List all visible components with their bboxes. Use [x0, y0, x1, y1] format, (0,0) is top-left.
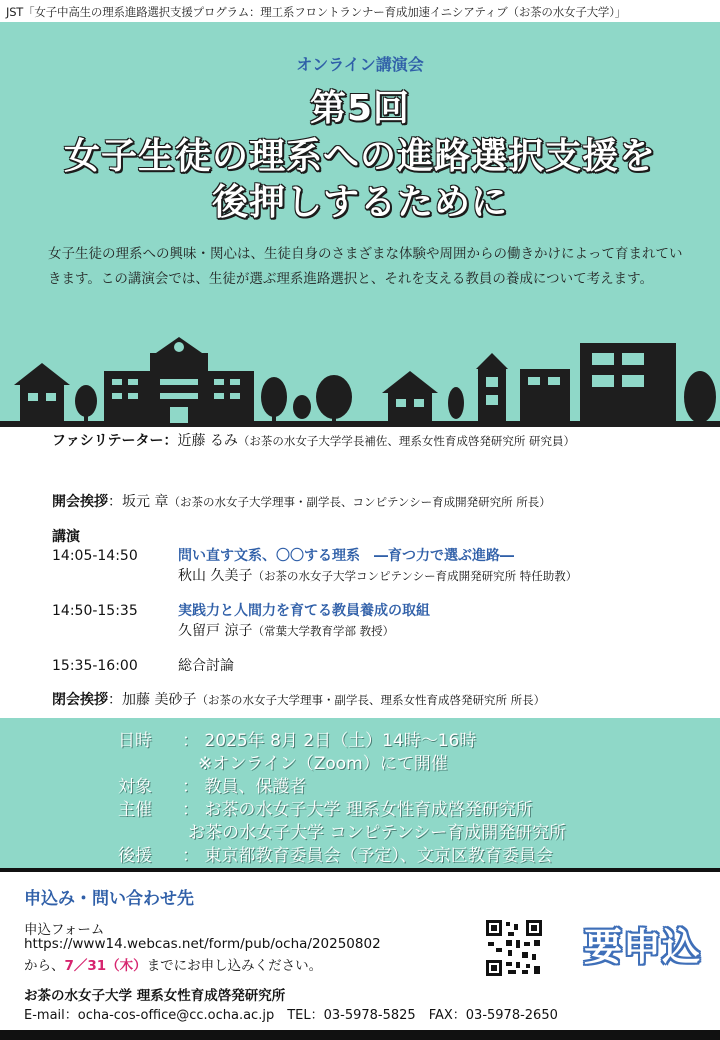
form-url-link[interactable]: https://www14.webcas.net/form/pub/ocha/20250802	[24, 936, 381, 952]
talk-1-speaker: 秋山 久美子	[178, 568, 253, 584]
town-skyline-illustration	[0, 335, 720, 427]
support-sep: ：	[182, 846, 199, 866]
program-bar	[0, 0, 720, 22]
event-type: オンライン講演会	[296, 55, 424, 74]
host-sep: ：	[182, 800, 199, 820]
closing-sep: ：	[108, 692, 122, 708]
event-title-line-1: 女子生徒の理系への進路選択支援を	[63, 136, 656, 177]
talk-1-note: （お茶の水女子大学コンピテンシー育成開発研究所 特任助教）	[252, 569, 578, 583]
talk-2-row	[52, 600, 430, 620]
date-value: 2025年 8月 2日（土）14時～16時	[204, 731, 477, 751]
program-line: JST「女子中高生の理系進路選択支援プログラム：理工系フロントランナー育成加速イニシアティブ（お茶の水女子大学）」	[6, 5, 627, 19]
date-label: 日時	[118, 731, 152, 751]
talk-2-time: 14:50-15:35	[52, 603, 138, 619]
form-label: 申込フォーム	[24, 922, 105, 938]
contact-line: E-mail：ocha-cos-office@cc.ocha.ac.jp TEL：03-5978-5825 FAX：03-5978-2650	[24, 1008, 558, 1023]
facilitator-label: ファシリテーター：	[52, 433, 178, 449]
host-label: 主催	[118, 800, 152, 820]
event-number: 第5回	[309, 88, 411, 129]
opening-sep: ：	[108, 494, 122, 510]
support-label: 後援	[118, 846, 152, 866]
opening-note: （お茶の水女子大学理事・副学長、コンピテンシー育成開発研究所 所長）	[168, 495, 551, 509]
qr-code-icon[interactable]	[484, 918, 544, 978]
lecture-label: 講演	[52, 529, 80, 545]
target-line	[118, 772, 306, 797]
talk-1-row	[52, 545, 514, 565]
facilitator-row	[52, 430, 575, 450]
talk-2-title: 実践力と人間力を育てる教員養成の取組	[178, 603, 430, 619]
date-line	[118, 726, 476, 751]
talk-2-speaker: 久留戸 涼子	[178, 623, 253, 639]
closing-row	[52, 689, 545, 709]
host-2: お茶の水女子大学 コンピテンシー育成開発研究所	[188, 823, 567, 843]
target-value: 教員、保護者	[204, 777, 307, 797]
deadline-suffix: までにお申し込みください。	[146, 958, 323, 974]
opening-row	[52, 491, 551, 511]
talk-2-note: （常葉大学教育学部 教授）	[252, 624, 395, 638]
deadline-line	[24, 954, 322, 974]
opening-name: 坂元 章	[122, 494, 169, 510]
opening-label: 開会挨拶	[52, 494, 108, 510]
talk-1-title: 問い直す文系、〇〇する理系 ―育つ力で選ぶ進路―	[178, 548, 514, 564]
organizer-name: お茶の水女子大学 理系女性育成啓発研究所	[24, 988, 286, 1004]
host-line	[118, 795, 533, 820]
talk-1-speaker-row	[178, 565, 577, 585]
talk-1-time: 14:05-14:50	[52, 548, 138, 564]
host-1: お茶の水女子大学 理系女性育成啓発研究所	[204, 800, 533, 820]
event-title-line-2: 後押しするために	[211, 182, 508, 223]
footer-bar	[0, 1030, 720, 1040]
section-divider	[0, 868, 720, 872]
registration-required-badge: 要申込	[584, 925, 702, 969]
event-info-band	[0, 718, 720, 868]
facilitator-note: （お茶の水女子大学学長補佐、理系女性育成啓発研究所 研究員）	[237, 434, 576, 448]
closing-note: （お茶の水女子大学理事・副学長、理系女性育成啓発研究所 所長）	[196, 693, 546, 707]
support-value: 東京都教育委員会（予定）、文京区教育委員会	[204, 846, 553, 866]
target-label: 対象	[118, 777, 152, 797]
target-sep: ：	[182, 777, 199, 797]
discussion-label: 総合討論	[178, 658, 234, 674]
talk-2-speaker-row	[178, 620, 394, 640]
lecture-heading	[52, 526, 80, 546]
discussion-time: 15:35-16:00	[52, 658, 138, 674]
discussion-row	[52, 655, 234, 675]
deadline-date: 7／31（木）	[64, 958, 147, 974]
closing-label: 閉会挨拶	[52, 692, 108, 708]
hero-banner	[0, 0, 720, 425]
facilitator-name: 近藤 るみ	[177, 433, 238, 449]
online-note: ※オンライン（Zoom）にて開催	[198, 754, 448, 774]
closing-name: 加藤 美砂子	[122, 692, 197, 708]
support-line	[118, 841, 553, 866]
deadline-prefix: から、	[24, 958, 65, 974]
date-sep: ：	[182, 731, 199, 751]
intro-text: 女子生徒の理系への興味・関心は、生徒自身のさまざまな体験や周囲からの働きかけによって育まれていきます。この講演会では、生徒が選ぶ理系進路選択と、それを支える教員の養成について考えます。	[48, 246, 683, 287]
apply-heading: 申込み・問い合わせ先	[24, 889, 194, 909]
